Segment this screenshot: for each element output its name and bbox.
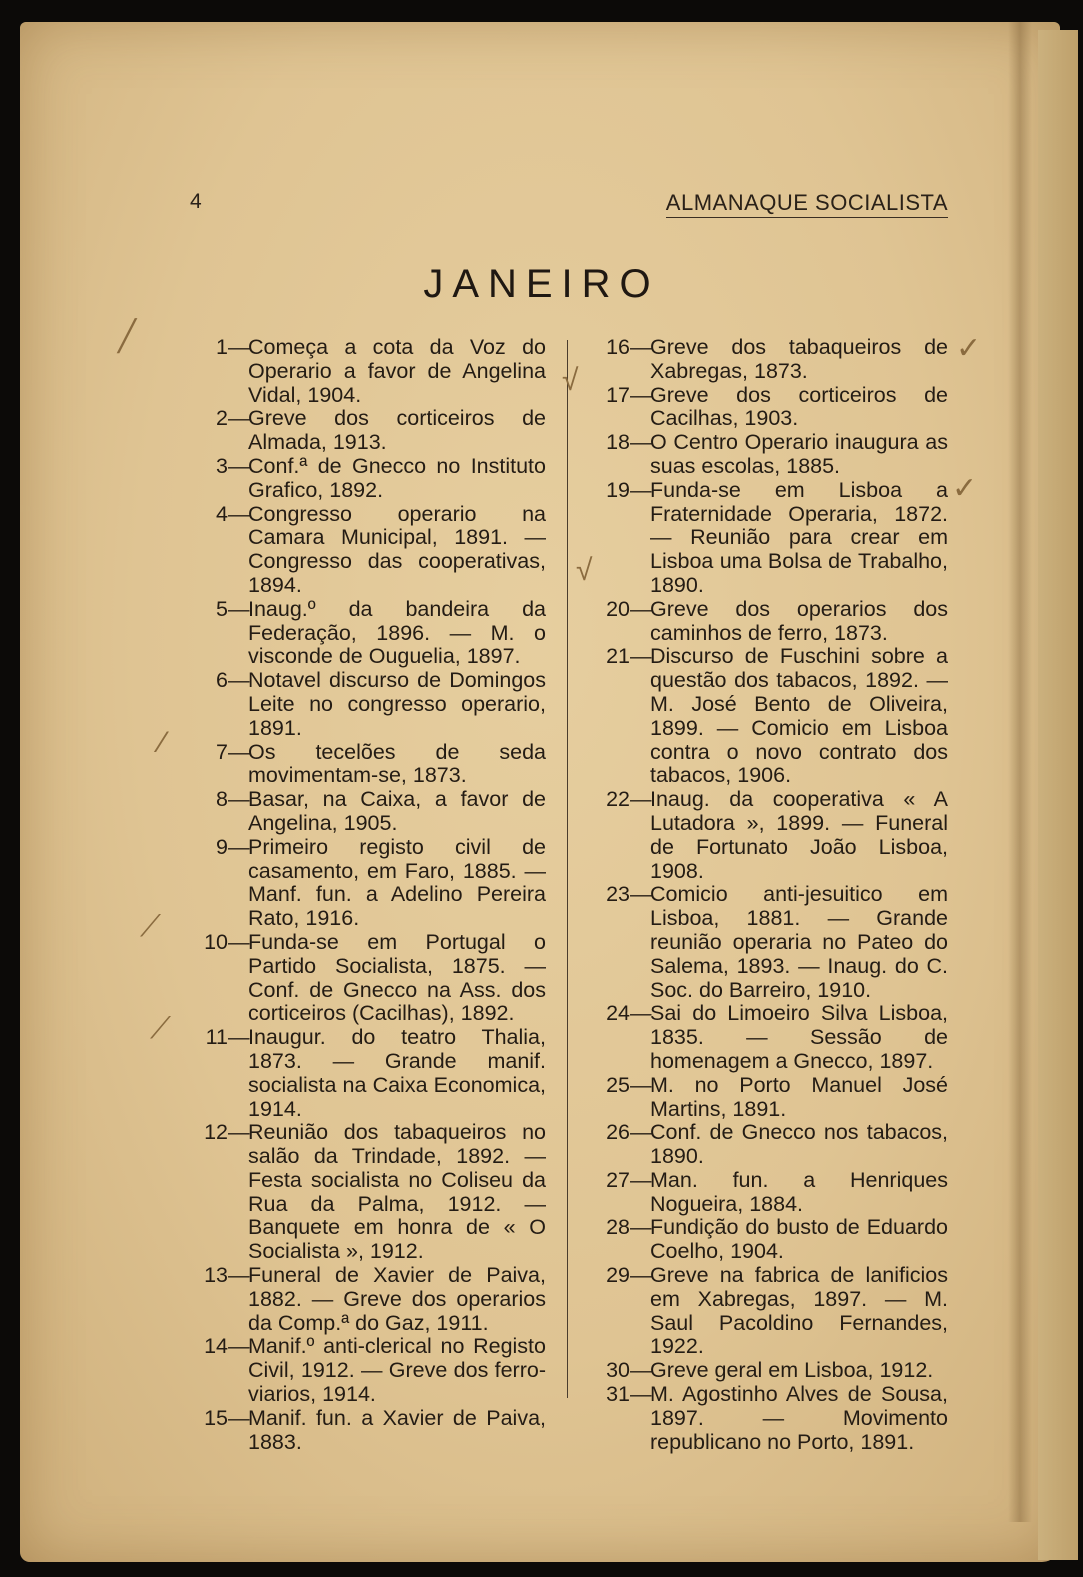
calendar-entry [188,598,546,669]
calendar-entry [188,336,546,407]
page-number: 4 [190,190,202,213]
entry-day: 25 [606,1072,630,1097]
calendar-entry [188,741,546,789]
entry-day: 16 [606,335,630,359]
entry-day: 23 [606,882,630,907]
entry-text: Basar, na Caixa, a favor de Angelina, 1905. [248,787,546,835]
calendar-entry [590,1359,948,1383]
entry-day: 22 [606,787,630,812]
entry-dash: — [228,1025,250,1050]
entry-dash: — [630,1382,652,1407]
entry-dash: — [630,1072,652,1097]
entry-dash: — [630,1263,652,1288]
calendar-entry [590,598,948,646]
entry-text: Funeral de Xavier de Paiva, 1882. — Greve dos operarios da Comp.ª do Gaz, 1911. [248,1263,546,1335]
entries-column-right [590,336,948,1454]
calendar-entry [590,1121,948,1169]
entry-dash: — [228,1334,250,1359]
entry-day: 30 [606,1358,630,1383]
entry-text: Man. fun. a Henriques Nogueira, 1884. [650,1167,948,1216]
calendar-entry [188,931,546,1026]
entry-text: Manif. fun. a Xavier de Paiva, 1883. [248,1405,546,1454]
entry-text: Primeiro registo civil de casamento, em Faro, 1885. — Manf. fun. a Adelino Pereira Rato, 1916. [248,834,546,931]
entry-day: 31 [606,1382,630,1407]
calendar-entry [590,1074,948,1122]
entry-dash: — [228,834,250,859]
entry-text: Notavel discurso de Domingos Leite no congresso operario, 1891. [248,668,546,740]
calendar-entry [590,336,948,384]
entry-text: Greve dos corticeiros de Cacilhas, 1903. [650,382,948,431]
entry-dash: — [630,1167,652,1192]
calendar-entry [590,1383,948,1454]
entry-dash: — [228,1120,250,1145]
calendar-entry [590,788,948,883]
entry-text: Greve dos tabaqueiros de Xabregas, 1873. [650,335,948,383]
entry-text: Discurso de Fuschini sobre a questão dos tabacos, 1892. — M. José Bento de Oliveira, 1899. — Comicio em Lisboa contra o novo contrato dos tabacos, 1906. [650,644,948,788]
entry-dash: — [630,382,652,407]
entry-day: 17 [606,382,630,407]
entry-dash: — [228,406,250,431]
calendar-entry [188,836,546,931]
entry-dash: — [630,596,652,621]
calendar-entry [590,1169,948,1217]
entry-text: Greve geral em Lisboa, 1912. [650,1358,934,1383]
entry-text: Inaug.º da bandeira da Federação, 1896. — M. o visconde de Ouguelia, 1897. [248,596,546,669]
entry-dash: — [228,1405,250,1430]
entry-dash: — [630,477,652,502]
entry-text: Greve dos corticeiros de Almada, 1913. [248,406,546,455]
entry-text: Greve dos operarios dos caminhos de ferro, 1873. [650,596,948,645]
entry-text: Reunião dos tabaqueiros no salão da Trindade, 1892. — Festa socialista no Coliseu da Rua da Palma, 1912. — Banquete em honra de « O Socialista », 1912. [248,1120,546,1264]
calendar-entry [590,645,948,788]
entry-dash: — [228,739,250,764]
entry-day: 9 [216,834,228,859]
entry-day: 6 [216,668,228,693]
calendar-entry [188,1335,546,1406]
check-mark-icon: ⟋ [150,1012,171,1045]
entry-dash: — [630,644,652,669]
entry-text: Congresso operario na Camara Municipal, 1891. — Congresso das cooperativas, 1894. [248,501,546,597]
entry-day: 5 [216,596,228,621]
entry-day: 11 [205,1025,228,1050]
entry-dash: — [228,335,250,359]
entry-text: Manif.º anti-clerical no Registo Civil, 1912. — Greve dos ferro-viarios, 1914. [248,1334,546,1407]
column-divider [567,340,568,1398]
entry-text: Os tecelões de seda movimentam-se, 1873. [248,739,546,788]
entry-day: 2 [216,406,228,431]
calendar-entry [590,1216,948,1264]
check-mark-icon: ✓ [956,332,982,365]
entry-dash: — [630,1358,652,1383]
calendar-entry [188,1121,546,1264]
calendar-entry [188,788,546,836]
entry-day: 27 [606,1167,630,1192]
entry-day: 12 [204,1120,228,1145]
calendar-entry [188,1026,546,1121]
next-page-edge [1038,30,1078,1560]
entry-dash: — [228,787,250,812]
entry-day: 13 [204,1263,228,1288]
entry-text: Conf. de Gnecco nos tabacos, 1890. [650,1120,948,1169]
page-fold-shadow [1008,22,1032,1522]
entry-dash: — [228,453,250,478]
entry-text: Greve na fabrica de lanificios em Xabregas, 1897. — M. Saul Pacoldino Fernandes, 1922. [650,1263,948,1359]
check-mark-icon: √ [576,554,593,587]
entry-day: 1 [216,335,228,359]
calendar-entry [188,669,546,740]
calendar-entry [188,1407,546,1455]
entry-dash: — [630,335,652,359]
entry-day: 15 [204,1405,228,1430]
entry-dash: — [630,882,652,907]
entry-text: Comicio anti-jesuitico em Lisboa, 1881. — Grande reunião operaria no Pateo do Salema, 1893. — Inaug. do C. Soc. do Barreiro, 1910. [650,882,948,1002]
entry-day: 24 [606,1001,630,1026]
entry-dash: — [228,668,250,693]
entry-text: Começa a cota da Voz do Operario a favor de Angelina Vidal, 1904. [248,335,546,407]
entry-day: 20 [606,596,630,621]
calendar-entry [590,883,948,1002]
check-mark-icon: ✓ [952,472,978,505]
entry-day: 29 [606,1263,630,1288]
entry-dash: — [630,430,652,455]
page-header [190,190,948,220]
entry-dash: — [630,1001,652,1026]
entry-dash: — [228,501,250,526]
entry-text: M. no Porto Manuel José Martins, 1891. [650,1072,948,1121]
entry-day: 26 [606,1120,630,1145]
entry-text: O Centro Operario inaugura as suas escolas, 1885. [650,430,948,478]
entry-day: 28 [606,1215,630,1240]
entry-text: Conf.ª de Gnecco no Instituto Grafico, 1892. [248,453,546,502]
entry-dash: — [228,929,250,954]
calendar-entry [590,479,948,598]
entry-day: 4 [216,501,228,526]
check-mark-icon: ⟋ [140,910,161,943]
entry-dash: — [228,1263,250,1288]
entry-text: Inaugur. do teatro Thalia, 1873. — Grande manif. socialista na Caixa Economica, 1914. [248,1025,546,1121]
month-title: JANEIRO [423,262,660,306]
check-mark-icon: √ [562,364,579,397]
entry-day: 21 [606,644,630,669]
entry-day: 18 [606,430,630,455]
calendar-entry [188,503,546,598]
entries-column-left [188,336,546,1454]
entry-text: Sai do Limoeiro Silva Lisboa, 1835. — Sessão de homenagem a Gnecco, 1897. [650,1001,948,1073]
check-mark-icon: ╱ [118,320,137,353]
entry-text: M. Agostinho Alves de Sousa, 1897. — Movimento republicano no Porto, 1891. [650,1382,948,1454]
calendar-entry [188,1264,546,1335]
entry-day: 3 [216,453,228,478]
calendar-entry [188,455,546,503]
entry-text: Funda-se em Lisboa a Fraternidade Operaria, 1872. — Reunião para crear em Lisboa uma Bolsa de Trabalho, 1890. [650,477,948,597]
entry-text: Fundição do busto de Eduardo Coelho, 1904. [650,1215,948,1264]
entry-dash: — [630,1120,652,1145]
entry-text: Inaug. da cooperativa « A Lutadora », 1899. — Funeral de Fortunato João Lisboa, 1908. [650,787,948,883]
running-title: ALMANAQUE SOCIALISTA [666,190,948,218]
calendar-entry [590,1002,948,1073]
calendar-entry [590,431,948,479]
check-mark-icon: ⁄ [160,726,166,759]
entry-day: 19 [606,477,630,502]
entry-dash: — [228,596,250,621]
calendar-entry [590,384,948,432]
entry-dash: — [630,787,652,812]
entry-day: 10 [204,929,228,954]
entry-day: 7 [216,739,228,764]
entry-dash: — [630,1215,652,1240]
entry-day: 14 [204,1334,228,1359]
entry-day: 8 [216,787,228,812]
calendar-entry [590,1264,948,1359]
entry-text: Funda-se em Portugal o Partido Socialista, 1875. — Conf. de Gnecco na Ass. dos corticeiros (Cacilhas), 1892. [248,929,546,1026]
calendar-entry [188,407,546,455]
